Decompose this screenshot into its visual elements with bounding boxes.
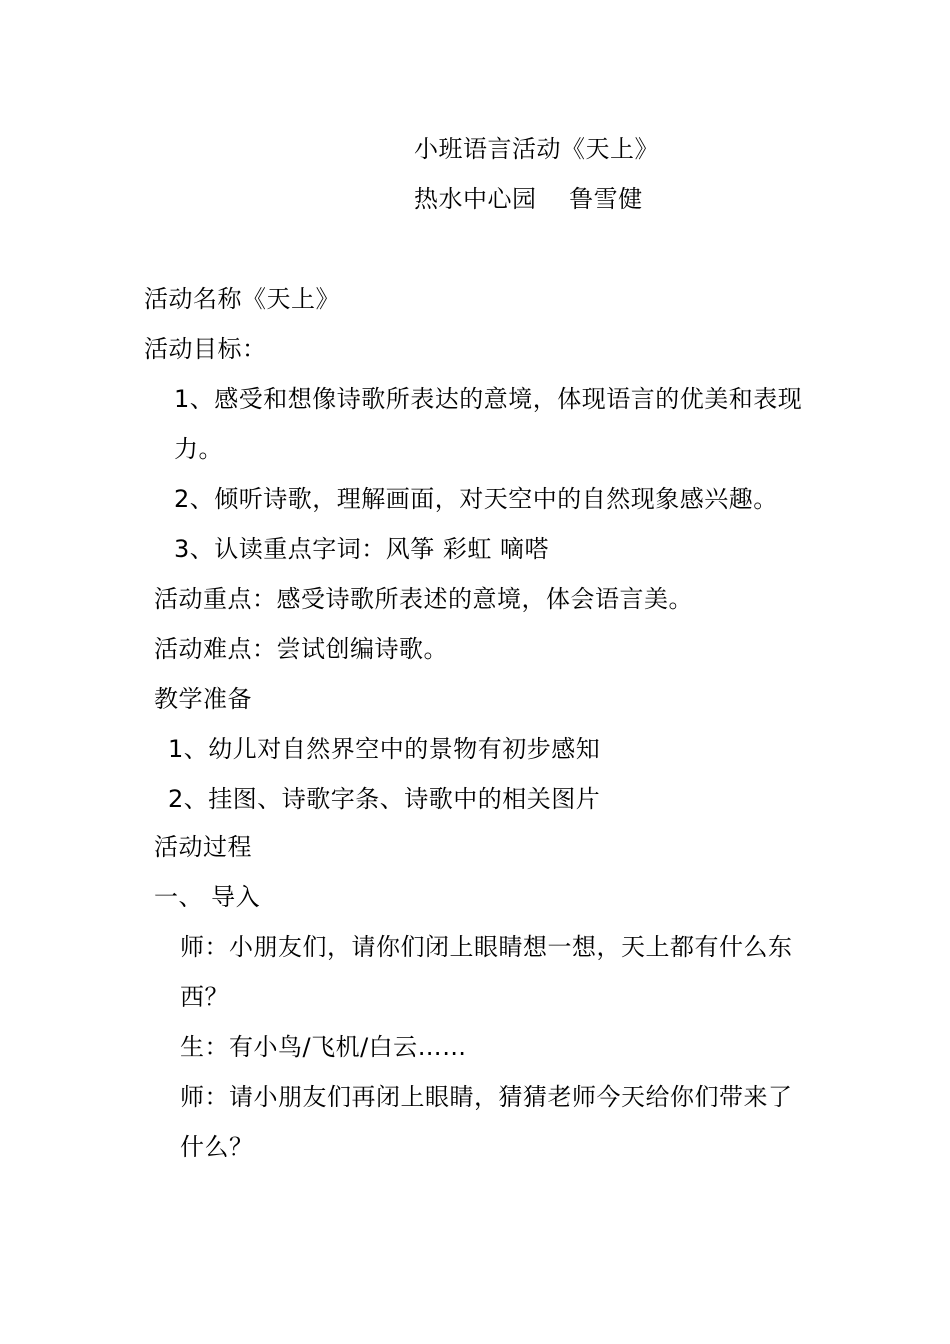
student-line-1: 生：有小鸟/飞机/白云…… [180,1033,467,1061]
teacher-line-2b: 什么？ [180,1133,254,1161]
difficulty: 活动难点：尝试创编诗歌。 [154,635,448,663]
document-title: 小班语言活动《天上》 [414,135,659,163]
activity-name: 活动名称《天上》 [144,285,340,313]
step-1-heading: 一、 导入 [154,883,261,911]
goals-heading: 活动目标： [144,335,267,363]
key-point: 活动重点：感受诗歌所表述的意境，体会语言美。 [154,585,693,613]
prep-heading: 教学准备 [154,685,252,713]
document-author: 热水中心园 鲁雪健 [414,185,643,213]
prep-item-1: 1、幼儿对自然界空中的景物有初步感知 [168,735,601,763]
goal-3: 3、认读重点字词：风筝 彩虹 嘀嗒 [174,535,550,563]
process-heading: 活动过程 [154,833,252,861]
teacher-line-1a: 师：小朋友们，请你们闭上眼睛想一想，天上都有什么东 [180,933,793,961]
teacher-line-2a: 师：请小朋友们再闭上眼睛，猜猜老师今天给你们带来了 [180,1083,793,1111]
goal-1-line-2: 力。 [174,435,223,463]
goal-1-line-1: 1、感受和想像诗歌所表达的意境，体现语言的优美和表现 [174,385,803,413]
teacher-line-1b: 西？ [180,983,229,1011]
prep-item-2: 2、挂图、诗歌字条、诗歌中的相关图片 [168,785,601,813]
goal-2: 2、倾听诗歌，理解画面，对天空中的自然现象感兴趣。 [174,485,778,513]
